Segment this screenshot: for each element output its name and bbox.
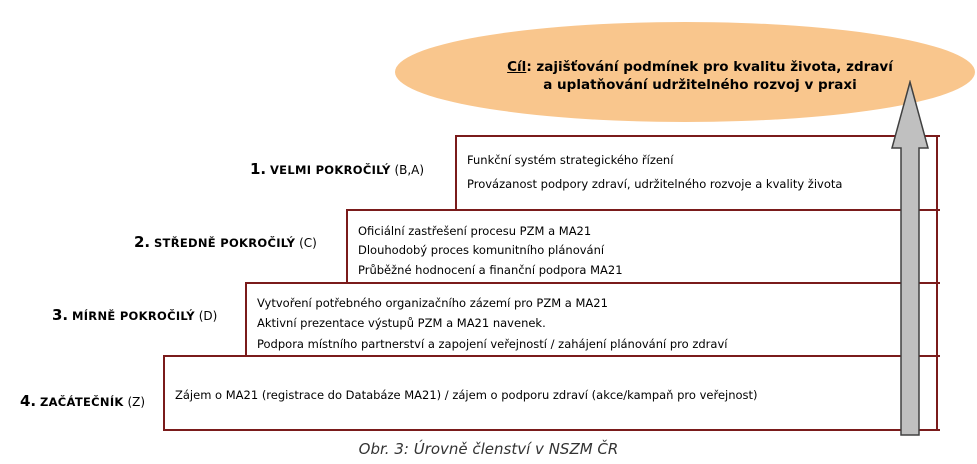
step-2-item-1: Oficiální zastřešení procesu PZM a MA21 xyxy=(358,224,592,238)
level-3-code: (D) xyxy=(198,309,218,323)
step-level-4 xyxy=(163,355,940,431)
level-label-2 xyxy=(134,233,317,251)
step-3-item-1: Vytvoření potřebného organizačního zázemí pro PZM a MA21 xyxy=(257,296,608,310)
step-1-item-1: Funkční systém strategického řízení xyxy=(467,153,674,167)
level-label-1 xyxy=(250,160,424,178)
step-1-right-edge xyxy=(936,135,938,212)
goal-lead: Cíl xyxy=(507,59,527,75)
step-2-item-3: Průběžné hodnocení a finanční podpora MA21 xyxy=(358,263,623,277)
step-level-2 xyxy=(346,209,940,285)
step-level-1 xyxy=(455,135,940,212)
level-2-number: 2. xyxy=(134,233,151,251)
goal-line-1-rest: : zajišťování podmínek pro kvalitu života, zdraví xyxy=(526,59,893,75)
progress-arrow-icon xyxy=(885,80,935,440)
level-label-3 xyxy=(52,306,217,324)
level-3-name: MÍRNĚ POKROČILÝ xyxy=(71,309,195,323)
step-level-3 xyxy=(245,282,940,358)
level-3-number: 3. xyxy=(52,306,69,324)
step-3-item-2: Aktivní prezentace výstupů PZM a MA21 navenek. xyxy=(257,316,546,330)
level-4-code: (Z) xyxy=(127,395,146,409)
level-1-number: 1. xyxy=(250,160,267,178)
level-4-number: 4. xyxy=(20,392,37,410)
step-2-item-2: Dlouhodobý proces komunitního plánování xyxy=(358,243,605,257)
level-label-4 xyxy=(20,392,145,410)
level-1-code: (B,A) xyxy=(394,163,425,177)
level-1-name: VELMI POKROČILÝ xyxy=(269,163,391,177)
step-3-item-3: Podpora místního partnerství a zapojení veřejností / zahájení plánování pro zdraví xyxy=(257,337,728,351)
step-2-right-edge xyxy=(936,209,938,285)
level-4-name: ZAČÁTEČNÍK xyxy=(39,395,124,409)
step-4-right-edge xyxy=(936,355,938,431)
step-3-right-edge xyxy=(936,282,938,358)
level-2-code: (C) xyxy=(299,236,317,250)
figure-caption: Obr. 3: Úrovně členství v NSZM ČR xyxy=(358,440,619,458)
arrow-shape xyxy=(892,82,928,435)
goal-line-1 xyxy=(440,58,960,76)
goal-line-2: a uplatňování udržitelného rozvoj v praxi xyxy=(543,77,857,93)
level-2-name: STŘEDNĚ POKROČILÝ xyxy=(153,236,296,250)
goal-text xyxy=(440,58,960,94)
step-1-item-2: Provázanost podpory zdraví, udržitelného rozvoje a kvality života xyxy=(467,177,843,191)
step-4-item-1: Zájem o MA21 (registrace do Databáze MA21) / zájem o podporu zdraví (akce/kampaň pro veřejnost) xyxy=(175,388,758,402)
